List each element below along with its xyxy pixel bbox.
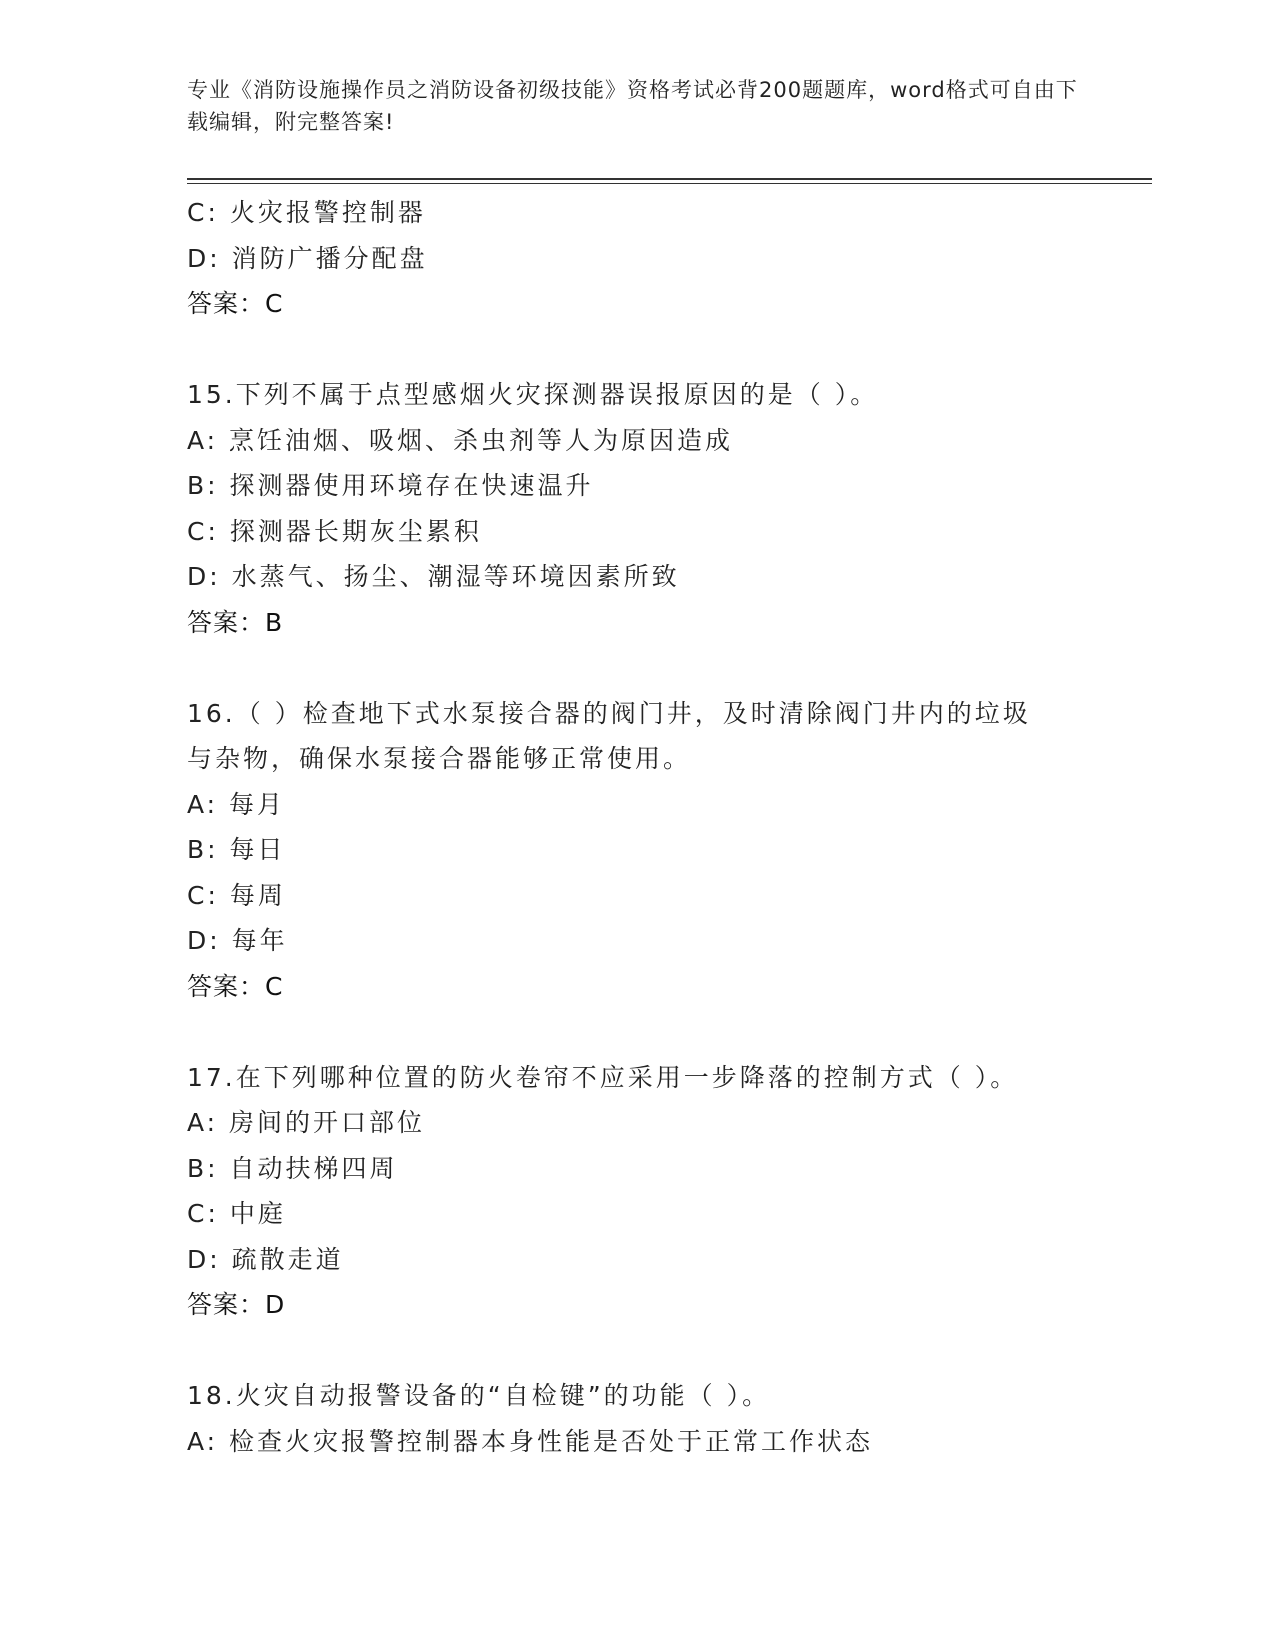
question-list [187,190,1107,1464]
document-header: 专业《消防设施操作员之消防设备初级技能》资格考试必背200题题库，word格式可自由下载编辑，附完整答案! [187,78,1078,134]
option-d: D: 消防广播分配盘 [187,243,428,273]
answer-line: 答案：C [187,971,284,1001]
answer-line: 答案：D [187,1290,286,1319]
spacer [187,645,1107,691]
option-d: D: 水蒸气、扬尘、潮湿等环境因素所致 [187,562,680,591]
option-c: C: 每周 [187,880,286,910]
option-c: C: 火灾报警控制器 [187,198,426,227]
spacer [187,1328,1107,1374]
option-a: A: 每月 [187,789,286,819]
header-divider-thin [187,183,1152,184]
option-d: D: 疏散走道 [187,1244,344,1274]
option-b: B: 探测器使用环境存在快速温升 [187,471,594,500]
spacer [187,1009,1107,1055]
option-a: A: 检查火灾报警控制器本身性能是否处于正常工作状态 [187,1426,874,1456]
header-divider-thick [187,178,1152,180]
answer-line: 答案：B [187,607,284,637]
question-stem: 17.在下列哪种位置的防火卷帘不应采用一步降落的控制方式（ ）。 [187,1062,1019,1092]
option-a: A: 房间的开口部位 [187,1108,426,1137]
answer-line: 答案：C [187,289,284,318]
question-stem-continued: 与杂物，确保水泵接合器能够正常使用。 [187,744,692,773]
question-stem: 16.（ ）检查地下式水泵接合器的阀门井，及时清除阀门井内的垃圾 [187,698,1031,728]
spacer [187,327,1107,373]
option-c: C: 中庭 [187,1199,286,1228]
question-stem: 15.下列不属于点型感烟火灾探测器误报原因的是（ ）。 [187,380,879,409]
option-a: A: 烹饪油烟、吸烟、杀虫剂等人为原因造成 [187,425,734,455]
question-stem: 18.火灾自动报警设备的“自检键”的功能（ ）。 [187,1381,771,1410]
option-c: C: 探测器长期灰尘累积 [187,516,482,546]
option-d: D: 每年 [187,926,288,955]
option-b: B: 自动扶梯四周 [187,1153,398,1183]
option-b: B: 每日 [187,835,286,864]
